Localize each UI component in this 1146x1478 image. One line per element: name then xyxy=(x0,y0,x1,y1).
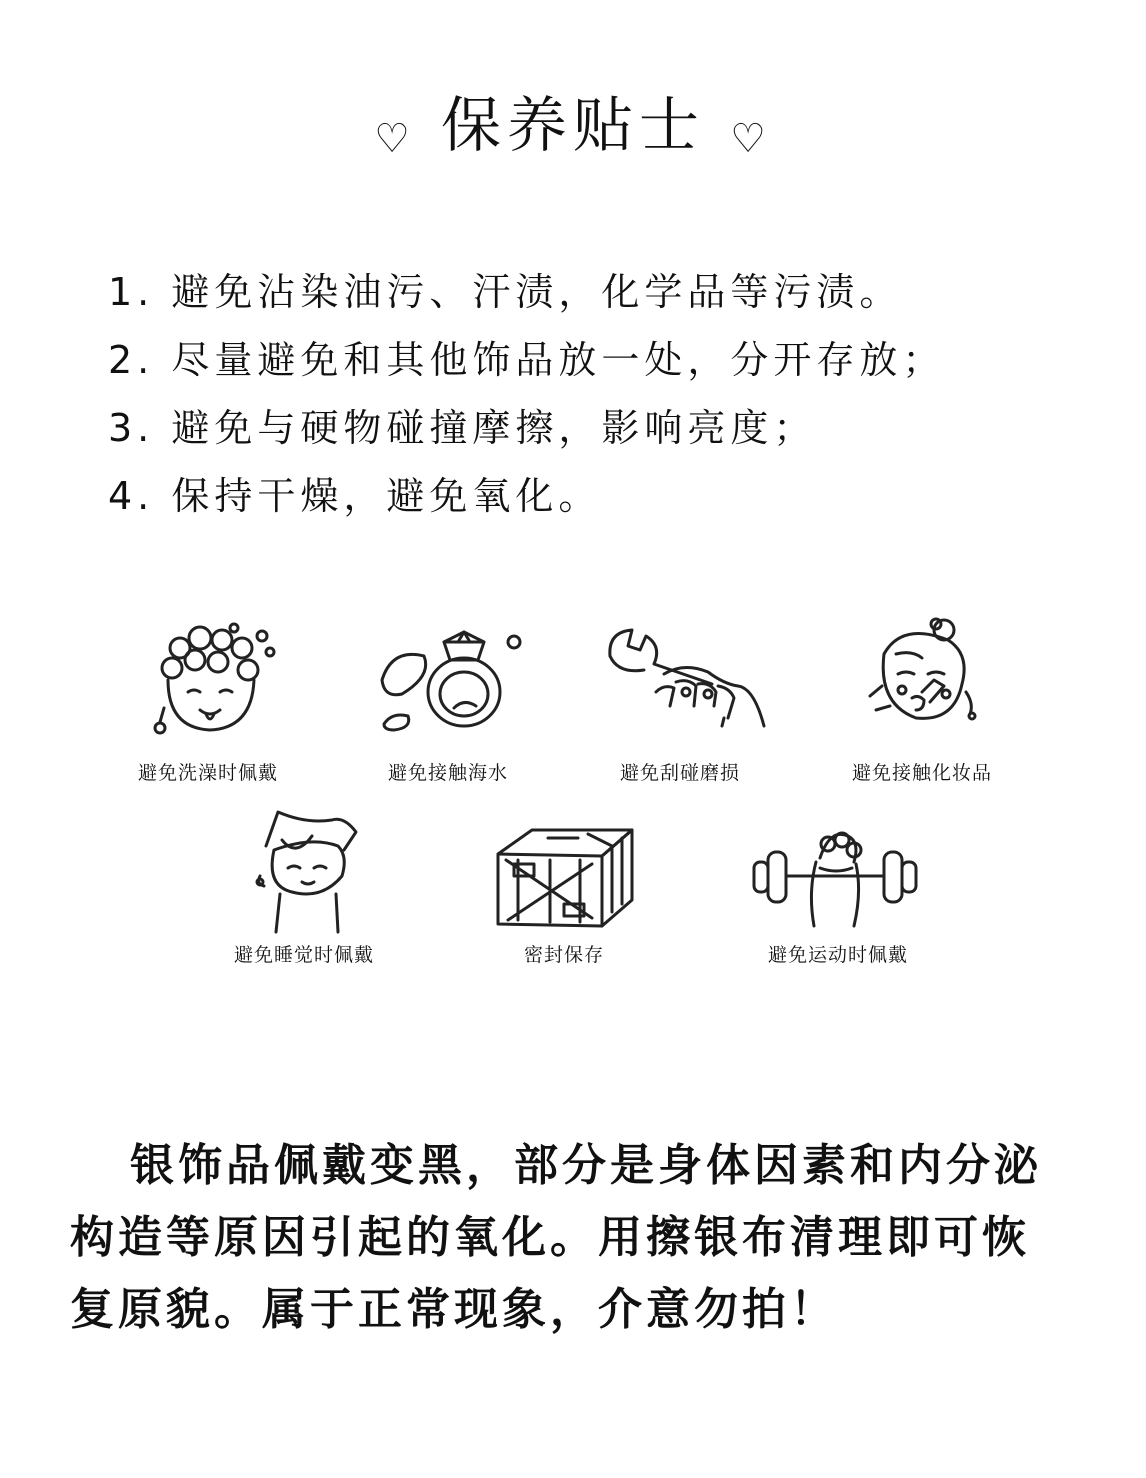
page-title-text: 保养贴士 xyxy=(441,91,705,161)
tip-item: 1. 避免沾染油污、汗渍，化学品等污渍。 xyxy=(108,270,903,314)
care-note xyxy=(70,1130,1100,1346)
note-line: 银饰品佩戴变黑，部分是身体因素和内分泌 xyxy=(130,1140,1042,1191)
note-line: 复原貌。属于正常现象，介意勿拍！ xyxy=(70,1284,838,1335)
icon-caption: 避免接触化妆品 xyxy=(851,762,993,784)
tip-item: 2. 尽量避免和其他饰品放一处，分开存放； xyxy=(108,338,946,382)
ring-seawater-icon xyxy=(372,618,532,738)
heart-left-icon: ♡ xyxy=(374,116,416,163)
icon-caption: 避免运动时佩戴 xyxy=(767,944,909,966)
icon-caption: 密封保存 xyxy=(523,944,605,966)
icon-caption: 避免接触海水 xyxy=(387,762,509,784)
icon-caption: 避免刮碰磨损 xyxy=(619,762,741,784)
cosmetics-icon xyxy=(862,614,992,744)
wrench-icon xyxy=(604,622,774,732)
tip-item: 3. 避免与硬物碰撞摩擦，影响亮度； xyxy=(108,406,817,450)
icon-caption: 避免洗澡时佩戴 xyxy=(137,762,279,784)
note-line: 构造等原因引起的氧化。用擦银布清理即可恢 xyxy=(70,1212,1030,1263)
care-tips-list xyxy=(108,258,1068,530)
dumbbell-icon xyxy=(750,822,920,932)
sealed-box-icon xyxy=(492,824,642,934)
page-title xyxy=(0,88,1146,167)
sleep-icon xyxy=(252,806,362,936)
bath-icon xyxy=(150,618,280,748)
icon-caption: 避免睡觉时佩戴 xyxy=(233,944,375,966)
heart-right-icon: ♡ xyxy=(730,116,772,163)
tip-item: 4. 保持干燥，避免氧化。 xyxy=(108,474,602,518)
